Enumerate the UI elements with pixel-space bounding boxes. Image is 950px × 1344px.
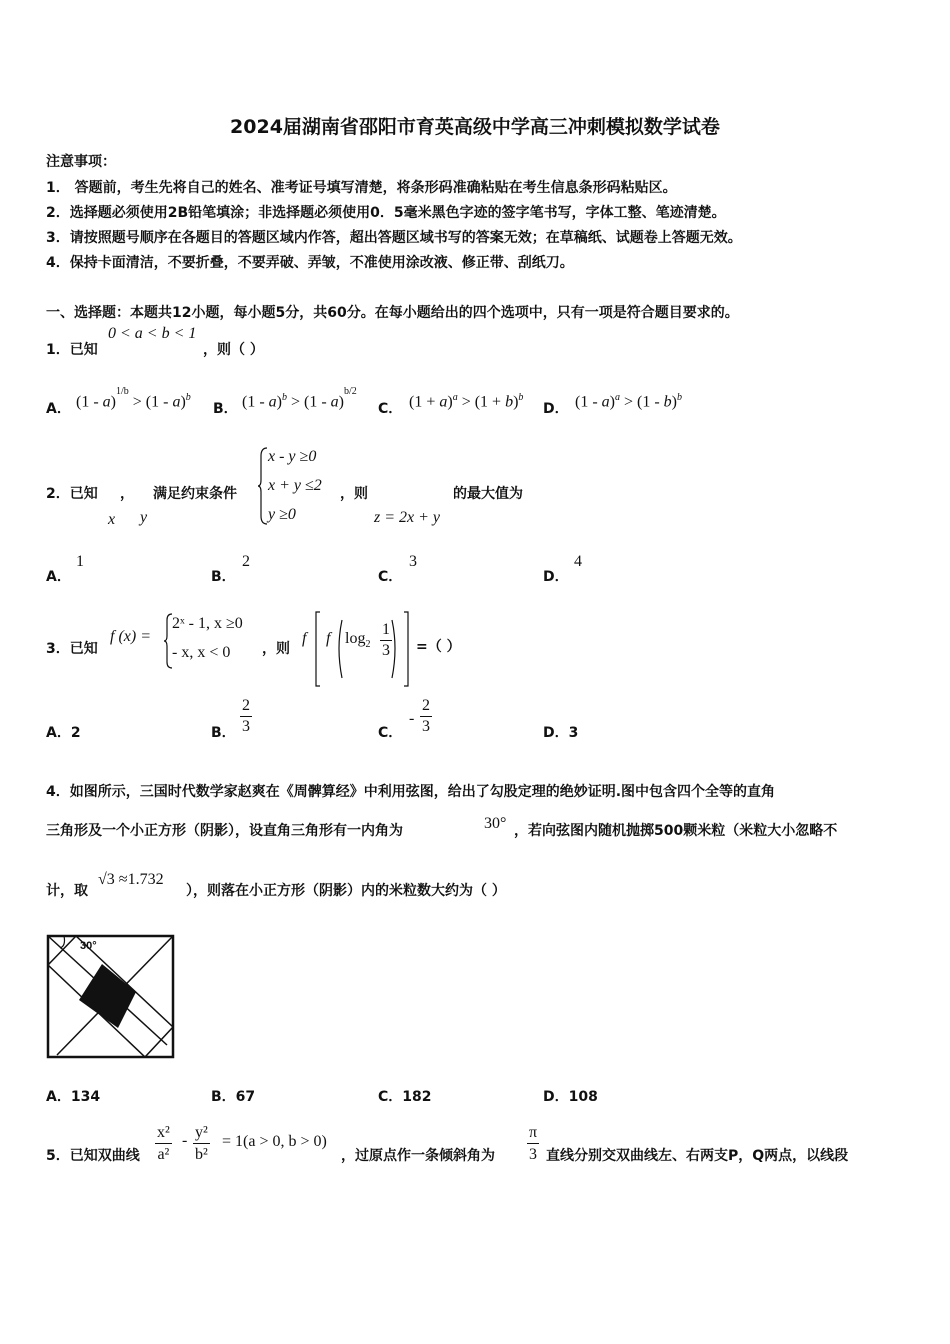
q3-then: ，则 [262,641,290,657]
q4-line-1: 4．如图所示，三国时代数学家赵爽在《周髀算经》中利用弦图，给出了勾股定理的绝妙证明.图中包含四个全等的直角 [46,784,776,800]
q2-constraint-2: x + y ≤2 [268,477,322,494]
q4-option-b: B．67 [211,1089,256,1105]
q3-option-c-label: C． [378,725,403,741]
q5-x-fraction: $\frac{\text{x²}}{\text{a²}}$ [157,1124,170,1163]
q3-prefix: 3．已知 [46,641,98,657]
section-heading: 一、选择题：本题共12小题，每小题5分，共60分。在每小题给出的四个选项中，只有一项是符合题目要求的。 [46,305,739,321]
q2-mid: 满足约束条件 [153,486,237,502]
q1-option-d-expr: (1 - a)$^a$ > (1 - b)$^b$ [575,392,682,411]
q2-objective: z = 2x + y [374,509,441,526]
page-title: 2024届湖南省邵阳市育英高级中学高三冲刺模拟数学试卷 [230,116,720,138]
q2-option-c-value: 3 [409,553,417,570]
q1-condition: 0 < a < b < 1 [108,325,197,342]
q4-line-3b: ），则落在小正方形（阴影）内的米粒数大约为（ ） [186,883,506,899]
notice-item: 3．请按照题号顺序在各题目的答题区域内作答，超出答题区域书写的答案无效；在草稿纸、试题卷上答题无效。 [46,230,742,246]
q2-option-a-label: A． [46,569,71,585]
q3-option-d: D．3 [543,725,579,741]
q5-prefix: 5．已知双曲线 [46,1148,140,1164]
q5-minus: - [182,1132,188,1149]
zhao-shuang-hypotenuse-diagram [46,934,176,1060]
notice-heading: 注意事项： [46,154,116,170]
q4-option-a: A．134 [46,1089,101,1105]
q3-piece-1: 2ˣ - 1, x ≥0 [172,615,243,632]
q1-option-c-label: C． [378,401,403,417]
q4-line-2a: 三角形及一个小正方形（阴影），设直角三角形有一内角为 [46,823,403,839]
q1-option-a-expr: (1 - a)$^{1/b}$ > (1 - a)$^b$ [76,386,191,411]
q2-option-d-label: D． [543,569,569,585]
q3-f-outer: f [302,630,307,647]
q3-option-b-fraction: $\frac{2}{3}$ [242,697,250,735]
q3-option-c-sign: - [409,710,415,727]
q4-option-c: C．182 [378,1089,432,1105]
q1-prefix: 1．已知 [46,342,98,358]
q2-constraint-1: x - y ≥0 [268,448,317,465]
q1-option-b-label: B． [213,401,238,417]
q2-option-d-value: 4 [574,553,582,570]
q4-angle: 30° [484,815,507,832]
q4-line-3a: 计，取 [46,883,88,899]
q2-comma: ， [120,486,134,502]
q2-suffix: 的最大值为 [453,486,523,502]
q3-log: $\log_2$ [345,630,371,651]
q5-y-fraction: $\frac{\text{y²}}{\text{b²}}$ [195,1124,208,1163]
q5-angle-fraction: $\frac{\pi}{3}$ [529,1124,538,1163]
q2-option-c-label: C． [378,569,403,585]
q2-option-b-value: 2 [242,553,250,570]
notice-item: 4．保持卡面清洁，不要折叠，不要弄破、弄皱，不准使用涂改液、修正带、刮纸刀。 [46,255,574,271]
q2-constraint-3: y ≥0 [268,506,296,523]
notice-item: 2．选择题必须使用2B铅笔填涂；非选择题必须使用0．5毫米黑色字迹的签字笔书写，字体工整、笔迹清楚。 [46,205,726,221]
q3-log-fraction: $\frac{1}{3}$ [382,621,390,659]
q2-var-x: x [108,511,116,528]
q5-mid: ，过原点作一条倾斜角为 [341,1148,495,1164]
notice-item: 1． 答题前，考生先将自己的姓名、准考证号填写清楚，将条形码准确粘贴在考生信息条形码粘贴区。 [46,180,677,196]
q1-suffix: ，则（ ） [203,342,264,358]
q3-function: f (x) = [110,628,151,645]
q4-sqrt-approx: √3 ≈1.732 [98,871,164,888]
q1-option-c-expr: $(1 + a)^a > (1 + b)^b$ [409,392,524,411]
q3-piece-2: - x, x < 0 [172,644,231,661]
q5-suffix: 直线分别交双曲线左、右两支P，Q两点，以线段 [546,1148,849,1164]
diagram-angle-label: 30° [80,940,97,952]
q3-option-c-fraction: $\frac{2}{3}$ [422,697,430,735]
q1-option-a-label: A． [46,401,71,417]
q2-option-a-value: 1 [76,553,84,570]
q3-f-inner: f [326,630,331,647]
q2-then: ，则 [340,486,368,502]
q3-option-b-label: B． [211,725,236,741]
q4-line-2b: ，若向弦图内随机抛掷500颗米粒（米粒大小忽略不 [514,823,838,839]
q2-prefix: 2．已知 [46,486,98,502]
q1-option-b-expr: (1 - a)$^b$ > (1 - a)$^{b/2}$ [242,386,357,411]
q4-option-d: D．108 [543,1089,598,1105]
q1-option-d-label: D． [543,401,569,417]
q3-option-a: A．2 [46,725,81,741]
q3-equals: =（ ） [416,639,461,655]
q2-var-y: y [140,509,148,526]
q5-equation: = 1(a > 0, b > 0) [222,1133,327,1150]
q2-option-b-label: B． [211,569,236,585]
